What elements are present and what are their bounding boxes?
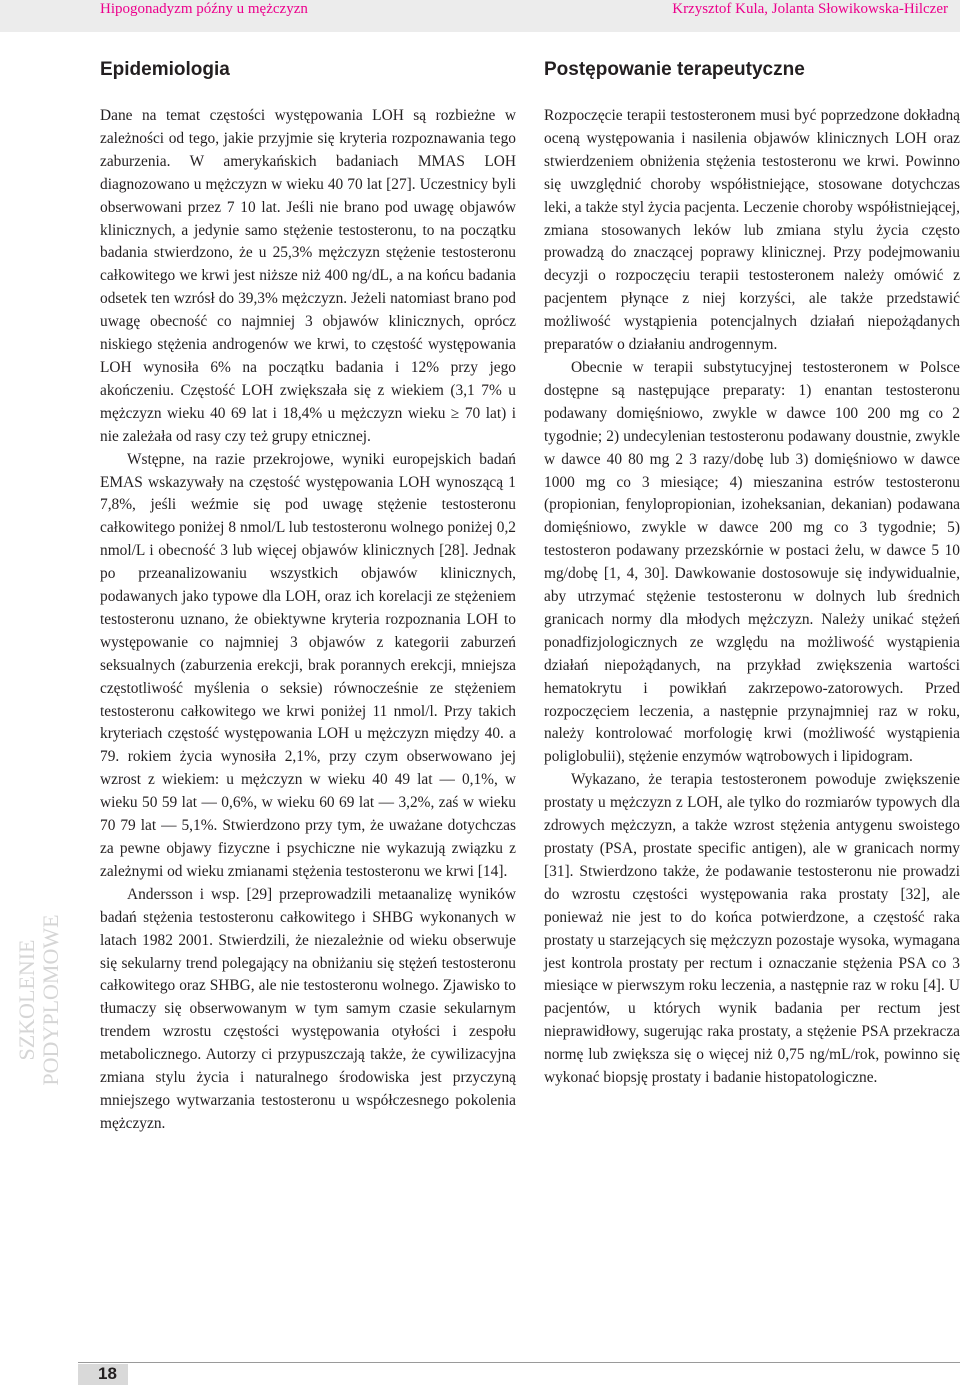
paragraph: Wstępne, na razie przekrojowe, wyniki europejskich badań EMAS wskazywały na częstość występowania LOH wynoszącą 1 7,8%, jeśli weźmie się pod uwagę stężenie testosteronu całkowitego poniżej 8 nmol/L lub testosteronu wolnego poniżej 0,2 nmol/L i obecność 3 lub więcej objawów klinicznych [28]. Jednak po przeanalizowaniu wszystkich objawów klinicznych, podawanych jako typowe dla LOH, oraz ich korelacji ze stężeniem testosteronu uznano, że obiektywne kryteria rozpoznania LOH to występowanie co najmniej 3 objawów z kategorii zaburzeń seksualnych (zaburzenia erekcji, brak porannych erekcji, mniejsza częstotliwość myślenia o seksie) równocześnie ze stężeniem testosteronu całkowitego we krwi poniżej 11 nmol/l. Przy takich kryteriach częstość występowania LOH u mężczyzn między 40. a 79. rokiem życia wynosiła 2,1%, przy czym obserwowano jej wzrost z wiekiem: u mężczyzn w wieku 40 49 lat — 0,1%, w wieku 50 59 lat — 0,6%, w wieku 60 69 lat — 3,2%, zaś w wieku 70 79 lat — 5,1%. Stwierdzono przy tym, że uważane dotychczas za pewne objawy fizyczne i psychiczne nie wykazują związku z zależnymi od wieku zmianami stężenia testosteronu we krwi [14].	[100, 450, 516, 880]
paragraph: Wykazano, że terapia testosteronem powoduje zwiększenie prostaty u mężczyzn z LOH, ale tylko do rozmiarów typowych dla zdrowych mężczyzn, a także wzrost stężenia antygenu swoistego prostaty (PSA, prostate specific antigen), ale w granicach normy [31]. Stwierdzono także, że podawanie testosteronu nie prowadzi do wzrostu częstości występowania raka prostaty [32], ale ponieważ nie jest to do końca potwierdzone, a częstość raka prostaty u starzejących się mężczyzn pozostaje wysoka, wymagana jest kontrola prostaty per rectum i oznaczanie stężenia PSA co 3 miesiące w pierwszym roku leczenia, a następnie raz w roku [4]. U pacjentów, u których wynik badania per rectum jest nieprawidłowy, sugerując raka prostaty, a stężenie PSA przekracza normę lub zwiększa się o więcej niż 0,75 ng/mL/rok, powinno się wykonać biopsję prostaty i badanie histopatologiczne.	[544, 771, 960, 1087]
paragraph: Andersson i wsp. [29] przeprowadzili metaanalizę wyników badań stężenia testosteronu całkowitego i SHBG wykonanych w latach 1982 2001. Stwierdzili, że niezależnie od wieku obserwuje się sekularny trend polegający na obniżaniu się stężeń testosteronu całkowitego oraz SHBG, ale nie testosteronu wolnego. Zjawisko to tłumaczy się obserwowanym w tym samym czasie sekularnym trendem wzrostu częstości występowania otyłości i zespołu metabolicznego. Autorzy ci przypuszczają także, że cywilizacyjna zmiana stylu życia i naturalnego środowiska jest przyczyną mniejszego wytwarzania testosteronu u współczesnego pokolenia mężczyzn.	[100, 885, 516, 1132]
running-header	[0, 0, 960, 32]
left-column	[100, 55, 516, 1136]
paragraph: Dane na temat częstości występowania LOH są rozbieżne w zależności od tego, jakie przyjmie się kryteria rozpoznawania tego zaburzenia. W amerykańskich badaniach MMAS LOH diagnozowano u mężczyzn w wieku 40 70 lat [27]. Uczestnicy byli obserwowani przez 7 10 lat. Jeśli nie brano pod uwagę objawów klinicznych, a jedynie samo stężenie testosteronu, to na początku badania stwierdzono, że u 25,3% mężczyzn stężenie testosteronu całkowitego we krwi jest niższe niż 400 ng/dL, a na końcu badania odsetek ten wzrósł do 39,3% mężczyzn. Jeżeli natomiast brano pod uwagę obecność co najmniej 3 objawów klinicznych, oprócz niskiego stężenia androgenów we krwi, to częstość występowania LOH wynosiła 6% na początku badania i 12% przy jego akończeniu. Częstość LOH zwiększała się z wiekiem (3,1 7% u mężczyzn wieku 40 69 lat i 18,4% u mężczyzn wieku ≥ 70 lat) i nie zależała od rasy czy też grupy etnicznej.	[100, 107, 516, 445]
page-number-box	[78, 1364, 128, 1385]
side-label-line2: PODYPLOMOWE	[38, 914, 63, 1086]
paragraph: Rozpoczęcie terapii testosteronem musi być poprzedzone dokładną oceną występowania i nasilenia objawów klinicznych LOH oraz stwierdzeniem obniżenia stężenia testosteronu we krwi. Powinno się uwzględnić choroby współistniejące, stosowane dotychczas leki, a także styl życia pacjenta. Leczenie choroby współistniejącej, zmiana stosowanych leków lub zmiana stylu życia często prowadzą do znaczącej poprawy klinicznej. Przy podejmowaniu decyzji o rozpoczęciu terapii testosteronem należy omówić z pacjentem płynące z niej korzyści, ale także przedstawić możliwość wystąpienia potencjalnych działań niepożądanych preparatów o działaniu androgennym.	[544, 107, 960, 354]
side-section-label	[0, 900, 78, 1100]
side-label-line1: SZKOLENIE	[14, 939, 39, 1061]
section-heading-epidemiology: Epidemiologia	[100, 59, 230, 80]
paragraph: Obecnie w terapii substytucyjnej testosteronem w Polsce dostępne są następujące preparaty: 1) enantan testosteronu podawany domięśniowo, zwykle w dawce 100 200 mg co 2 tygodnie; 2) undecylenian testosteronu podawany doustnie, zwykle w dawce 40 80 mg 2 3 razy/dobę lub 3) domięśniowo w dawce 1000 mg co 3 miesiące; 4) mieszanina estrów testosteronu (propionian, fenylopropionian, izoheksanian, dekanian) podawana domięśniowo, zwykle w dawce 200 mg co 3 tygodnie; 5) testosteron podawany przezskórnie w postaci żelu, w dawce 5 10 mg/dobę [1, 4, 30]. Dawkowanie dostosowuje się indywidualnie, aby utrzymać stężenie testosteronu w dolnych lub średnich granicach normy dla młodych mężczyzn. Należy unikać stężeń ponadfizjologicznych ze względu na możliwość wystąpienia działań niepożądanych, na przykład zwiększenia wartości hematokrytu i powikłań zakrzepowo-zatorowych. Przed rozpoczęciem leczenia, a następnie przynajmniej raz w roku, należy kontrolować morfologię krwi (możliwość wystąpienia poliglobulii), stężenie enzymów wątrobowych i lipidogram.	[544, 358, 960, 766]
header-article-title: Hipogonadyzm późny u mężczyzn	[100, 1, 308, 17]
page-number: 18	[98, 1364, 117, 1383]
right-column	[544, 55, 960, 1090]
side-section-text	[15, 914, 63, 1085]
section-heading-therapy: Postępowanie terapeutyczne	[544, 59, 805, 80]
header-authors: Krzysztof Kula, Jolanta Słowikowska-Hilczer	[672, 1, 948, 17]
footer-rule	[78, 1362, 960, 1363]
